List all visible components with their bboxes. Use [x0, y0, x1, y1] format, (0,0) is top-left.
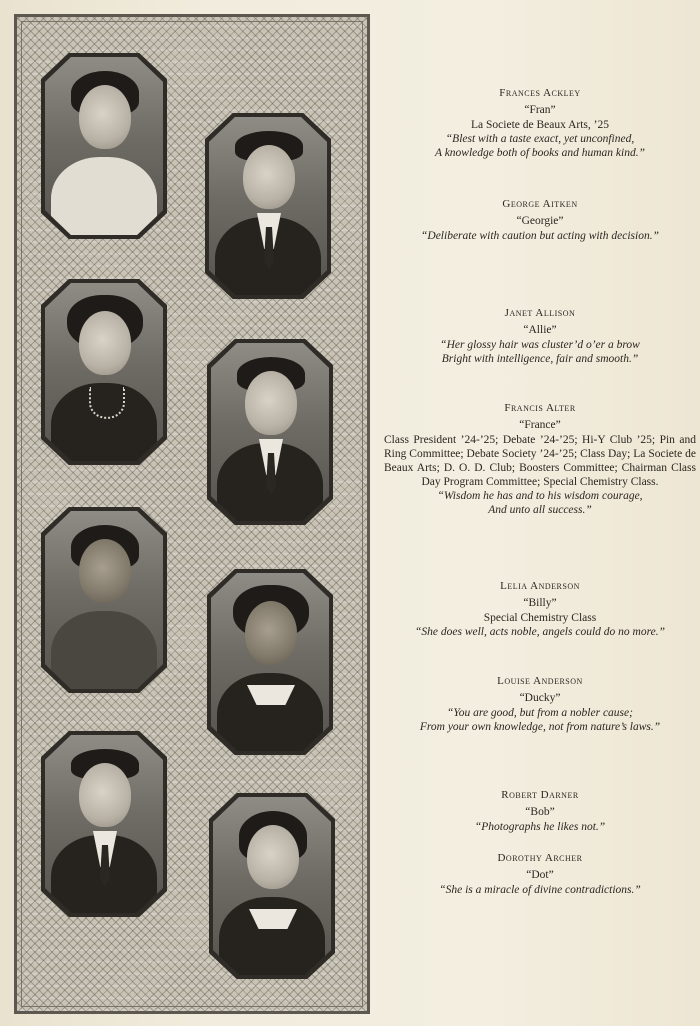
quote-line: “Her glossy hair was cluster’d o’er a brow [440, 339, 640, 351]
student-name: Lelia Anderson [500, 580, 580, 592]
student-nickname: “Billy” [523, 597, 557, 609]
portrait-face [247, 825, 299, 889]
student-quote [384, 229, 696, 243]
student-name: Francis Alter [504, 402, 576, 414]
portrait-face [243, 145, 295, 209]
portrait-janet-allison [41, 279, 167, 465]
portrait-louise-anderson [207, 569, 333, 755]
student-quote [384, 820, 696, 834]
portrait-necklace [89, 387, 125, 419]
student-nickname: “Bob” [525, 806, 555, 818]
quote-line: “She is a miracle of divine contradictions.” [439, 884, 641, 896]
student-quote [384, 625, 696, 639]
portrait-clothing [217, 673, 323, 751]
student-name: Janet Allison [504, 307, 576, 319]
student-nickname: “Georgie” [516, 215, 564, 227]
entry-janet-allison [384, 306, 696, 366]
portrait-face [245, 371, 297, 435]
quote-line: And unto all success.” [488, 504, 592, 516]
student-name: Frances Ackley [499, 87, 581, 99]
student-quote [384, 489, 696, 517]
student-name: Robert Darner [501, 789, 579, 801]
portrait-face [79, 763, 131, 827]
entry-francis-alter [384, 401, 696, 517]
student-quote [384, 132, 696, 160]
portrait-clothing [51, 157, 157, 235]
portrait-robert-darner [41, 731, 167, 917]
quote-line: “Wisdom he has and to his wisdom courage, [437, 490, 643, 502]
portrait-face [79, 539, 131, 603]
student-name: George Aitken [502, 198, 578, 210]
quote-line: From your own knowledge, not from nature’s laws.” [419, 721, 661, 733]
quote-line: “Blest with a taste exact, yet unconfined, [445, 133, 635, 145]
student-nickname: “Ducky” [519, 692, 561, 704]
student-quote [384, 706, 696, 734]
portrait-face [79, 85, 131, 149]
quote-line: “Deliberate with caution but acting with decision.” [421, 230, 659, 242]
student-activities: La Societe de Beaux Arts, ’25 [471, 119, 609, 131]
photo-panel [14, 14, 370, 1014]
quote-line: Bright with intelligence, fair and smooth.” [441, 353, 639, 365]
student-nickname: “Dot” [526, 869, 554, 881]
portrait-george-aitken [205, 113, 331, 299]
student-name: Dorothy Archer [497, 852, 583, 864]
entry-george-aitken [384, 197, 696, 243]
portrait-frances-ackley [41, 53, 167, 239]
student-entries [384, 0, 696, 1026]
portrait-face [79, 311, 131, 375]
student-nickname: “Allie” [523, 324, 557, 336]
quote-line: A knowledge both of books and human kind.” [435, 147, 645, 159]
student-activities: Class President ’24-’25; Debate ’24-’25; Hi-Y Club ’25; Pin and Ring Committee; Debate Society ’24-’25; Class Day; La Societe de Beaux Arts; D. O. D. Club; Boosters Committee; Chairman Class Day Program Committee; Special Chemistry Class. [384, 434, 696, 488]
portrait-clothing [51, 611, 157, 689]
student-quote [384, 883, 696, 897]
entry-robert-darner [384, 788, 696, 834]
student-nickname: “France” [519, 419, 561, 431]
student-quote [384, 338, 696, 366]
student-name: Louise Anderson [497, 675, 583, 687]
entry-louise-anderson [384, 674, 696, 734]
quote-line: “She does well, acts noble, angels could do no more.” [415, 626, 665, 638]
portrait-francis-alter [207, 339, 333, 525]
quote-line: “Photographs he likes not.” [474, 821, 606, 833]
entry-frances-ackley [384, 86, 696, 160]
entry-lelia-anderson [384, 579, 696, 639]
portrait-dorothy-archer [209, 793, 335, 979]
entry-dorothy-archer [384, 851, 696, 897]
quote-line: “You are good, but from a nobler cause; [447, 707, 633, 719]
portrait-lelia-anderson [41, 507, 167, 693]
portrait-face [245, 601, 297, 665]
student-activities: Special Chemistry Class [483, 612, 597, 624]
portrait-clothing [219, 897, 325, 975]
student-nickname: “Fran” [524, 104, 556, 116]
